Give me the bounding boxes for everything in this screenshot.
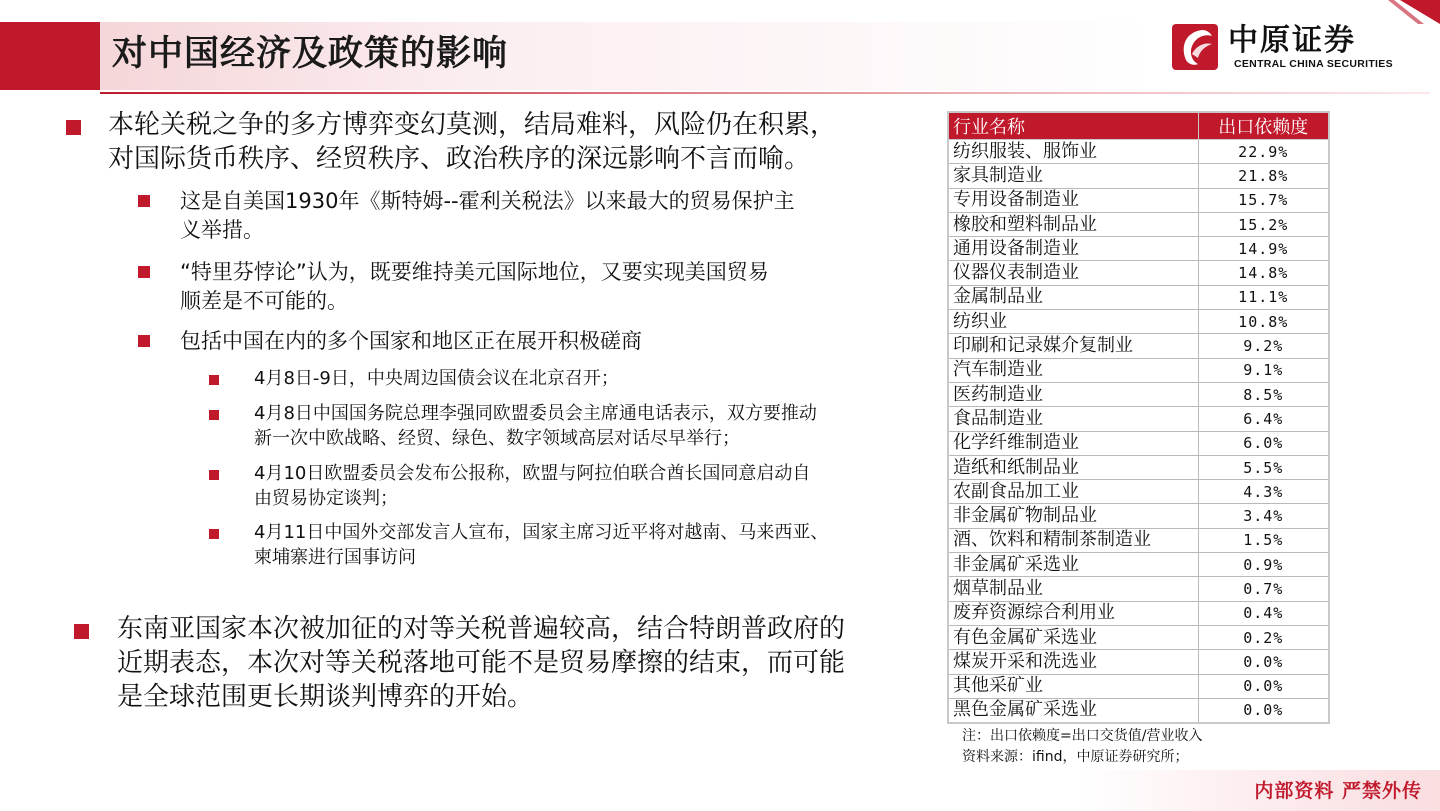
export-dependency-cell: 5.5%	[1198, 455, 1329, 479]
bullet-text-line: 义举措。	[180, 218, 264, 242]
table-row	[948, 212, 1329, 236]
industry-name-cell: 仪器仪表制造业	[948, 261, 1198, 285]
industry-name-cell: 造纸和纸制品业	[948, 455, 1198, 479]
industry-name-cell: 金属制品业	[948, 285, 1198, 309]
export-dependency-cell: 0.0%	[1198, 650, 1329, 674]
industry-name-cell: 汽车制造业	[948, 358, 1198, 382]
industry-name-cell: 黑色金属矿采选业	[948, 698, 1198, 722]
industry-name-cell: 酒、饮料和精制茶制造业	[948, 528, 1198, 552]
bullet-marker-icon	[138, 335, 150, 347]
export-dependency-cell: 11.1%	[1198, 285, 1329, 309]
table-row	[948, 455, 1329, 479]
table-body	[948, 140, 1329, 723]
industry-name-cell: 食品制造业	[948, 407, 1198, 431]
export-dependency-cell: 15.7%	[1198, 188, 1329, 212]
table-row	[948, 480, 1329, 504]
table-row	[948, 698, 1329, 722]
header-accent-bar	[0, 22, 100, 90]
bullet-marker-icon	[209, 529, 219, 539]
industry-name-cell: 非金属矿物制品业	[948, 504, 1198, 528]
table-row	[948, 407, 1329, 431]
export-dependency-cell: 0.0%	[1198, 674, 1329, 698]
export-dependency-cell: 0.4%	[1198, 601, 1329, 625]
table-row	[948, 140, 1329, 164]
logo-english-name: CENTRAL CHINA SECURITIES	[1234, 58, 1393, 70]
bullet-marker-icon	[66, 120, 81, 135]
table-note: 注：出口依赖度=出口交货值/营业收入	[962, 728, 1203, 744]
export-dependency-cell: 14.9%	[1198, 237, 1329, 261]
company-logo	[1172, 24, 1434, 72]
bullet-text-line: 本轮关税之争的多方博弈变幻莫测，结局难料，风险仍在积累，	[108, 110, 837, 140]
bullet-text-line: 新一次中欧战略、经贸、绿色、数字领域高层对话尽早举行；	[254, 428, 740, 449]
export-dependency-cell: 0.0%	[1198, 698, 1329, 722]
industry-name-cell: 农副食品加工业	[948, 480, 1198, 504]
table-row	[948, 504, 1329, 528]
table-row	[948, 188, 1329, 212]
table-header-row	[948, 112, 1329, 140]
industry-name-cell: 家具制造业	[948, 164, 1198, 188]
industry-name-cell: 纺织服装、服饰业	[948, 140, 1198, 164]
bullet-text-line: 对国际货币秩序、经贸秩序、政治秩序的深远影响不言而喻。	[108, 144, 811, 174]
export-dependency-cell: 6.4%	[1198, 407, 1329, 431]
export-dependency-cell: 22.9%	[1198, 140, 1329, 164]
industry-name-cell: 印刷和记录媒介复制业	[948, 334, 1198, 358]
table-row	[948, 528, 1329, 552]
industry-name-cell: 烟草制品业	[948, 577, 1198, 601]
export-dependency-cell: 0.9%	[1198, 553, 1329, 577]
bullet-text-line: 顺差是不可能的。	[180, 289, 348, 313]
industry-name-cell: 有色金属矿采选业	[948, 625, 1198, 649]
bullet-marker-icon	[209, 470, 219, 480]
table-row	[948, 382, 1329, 406]
industry-name-cell: 纺织业	[948, 310, 1198, 334]
bullet-text-line: 柬埔寨进行国事访问	[254, 547, 416, 568]
bullet-text-line: 4月11日中国外交部发言人宣布，国家主席习近平将对越南、马来西亚、	[254, 522, 829, 543]
industry-name-cell: 医药制造业	[948, 382, 1198, 406]
bullet-marker-icon	[138, 266, 150, 278]
column-header-dependency: 出口依赖度	[1198, 112, 1329, 140]
bullet-text-line: 由贸易协定谈判；	[254, 488, 398, 509]
export-dependency-cell: 9.2%	[1198, 334, 1329, 358]
export-dependency-cell: 0.2%	[1198, 625, 1329, 649]
industry-name-cell: 橡胶和塑料制品业	[948, 212, 1198, 236]
logo-mark-icon	[1172, 24, 1218, 70]
page-title: 对中国经济及政策的影响	[112, 34, 509, 74]
export-dependency-cell: 3.4%	[1198, 504, 1329, 528]
title-divider	[100, 92, 1430, 94]
table-row	[948, 261, 1329, 285]
bullet-text-line: 近期表态，本次对等关税落地可能不是贸易摩擦的结束，而可能	[117, 648, 846, 678]
export-dependency-table	[947, 111, 1330, 724]
table-row	[948, 164, 1329, 188]
confidential-footer: 内部资料 严禁外传	[1254, 780, 1422, 802]
export-dependency-cell: 21.8%	[1198, 164, 1329, 188]
table-row	[948, 237, 1329, 261]
bullet-text-line: “特里芬悖论”认为，既要维持美元国际地位，又要实现美国贸易	[180, 260, 769, 284]
corner-decoration	[1380, 0, 1440, 24]
export-dependency-cell: 4.3%	[1198, 480, 1329, 504]
export-dependency-cell: 9.1%	[1198, 358, 1329, 382]
table-source: 资料来源：ifind，中原证券研究所；	[962, 749, 1189, 765]
table-row	[948, 674, 1329, 698]
column-header-industry: 行业名称	[948, 112, 1198, 140]
table-row	[948, 310, 1329, 334]
export-dependency-cell: 0.7%	[1198, 577, 1329, 601]
bullet-marker-icon	[138, 195, 150, 207]
bullet-text-line: 这是自美国1930年《斯特姆--霍利关税法》以来最大的贸易保护主	[180, 189, 795, 213]
table-row	[948, 334, 1329, 358]
table-row	[948, 625, 1329, 649]
bullet-text-line: 4月8日中国国务院总理李强同欧盟委员会主席通电话表示，双方要推动	[254, 403, 817, 424]
industry-name-cell: 化学纤维制造业	[948, 431, 1198, 455]
bullet-text-line: 包括中国在内的多个国家和地区正在展开积极磋商	[180, 329, 642, 353]
table-row	[948, 358, 1329, 382]
bullet-marker-icon	[209, 375, 219, 385]
industry-name-cell: 废弃资源综合利用业	[948, 601, 1198, 625]
bullet-text-line: 4月8日-9日，中央周边国债会议在北京召开；	[254, 368, 619, 389]
table-row	[948, 577, 1329, 601]
industry-name-cell: 其他采矿业	[948, 674, 1198, 698]
table-row	[948, 285, 1329, 309]
export-dependency-cell: 14.8%	[1198, 261, 1329, 285]
bullet-text-line: 是全球范围更长期谈判博弈的开始。	[117, 682, 534, 712]
industry-name-cell: 非金属矿采选业	[948, 553, 1198, 577]
export-dependency-cell: 6.0%	[1198, 431, 1329, 455]
bullet-text-line: 4月10日欧盟委员会发布公报称，欧盟与阿拉伯联合酋长国同意启动自	[254, 463, 811, 484]
export-dependency-cell: 1.5%	[1198, 528, 1329, 552]
industry-name-cell: 专用设备制造业	[948, 188, 1198, 212]
table-row	[948, 650, 1329, 674]
logo-chinese-name: 中原证券	[1228, 23, 1356, 58]
bullet-marker-icon	[74, 624, 89, 639]
export-dependency-cell: 8.5%	[1198, 382, 1329, 406]
export-dependency-cell: 10.8%	[1198, 310, 1329, 334]
bullet-text-line: 东南亚国家本次被加征的对等关税普遍较高，结合特朗普政府的	[117, 614, 846, 644]
bullet-marker-icon	[209, 410, 219, 420]
table-row	[948, 601, 1329, 625]
table-row	[948, 431, 1329, 455]
export-dependency-cell: 15.2%	[1198, 212, 1329, 236]
industry-name-cell: 通用设备制造业	[948, 237, 1198, 261]
industry-name-cell: 煤炭开采和洗选业	[948, 650, 1198, 674]
table-row	[948, 553, 1329, 577]
